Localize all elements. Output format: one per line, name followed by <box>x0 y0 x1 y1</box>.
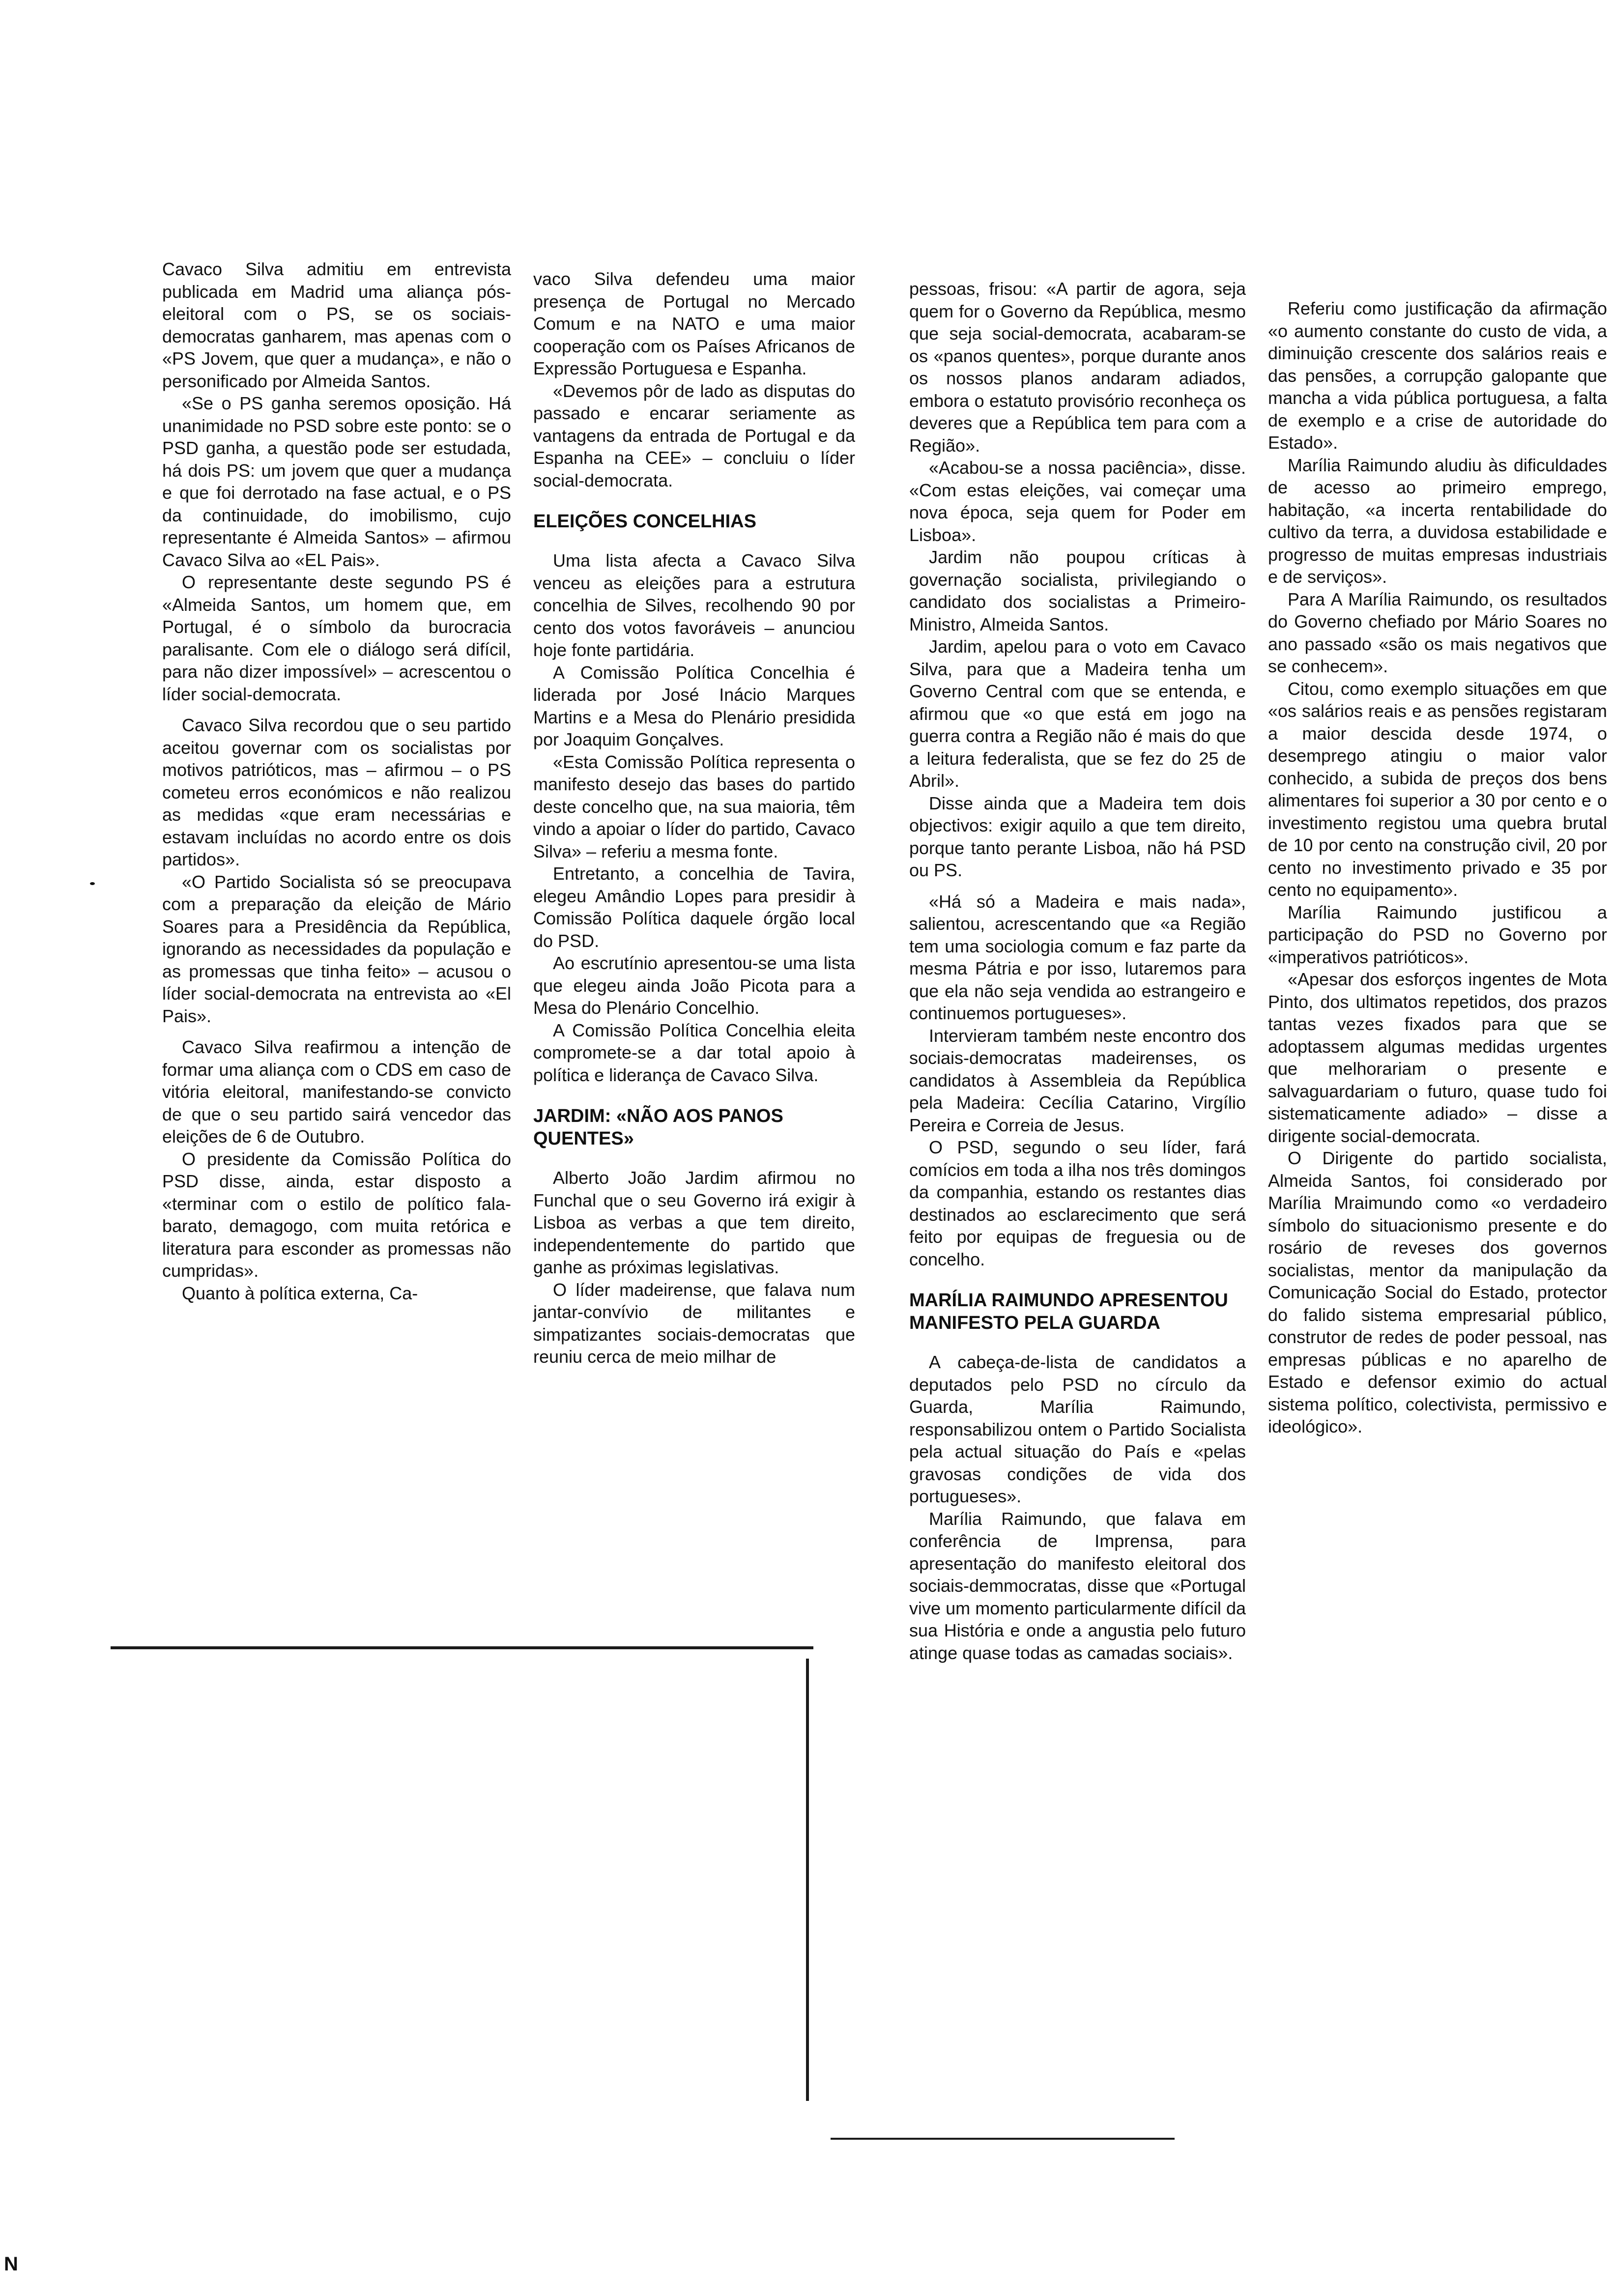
paragraph: Cavaco Silva recordou que o seu partido aceitou governar com os socialistas por motivos patrióticos, mas – afirmou – o PS cometeu erros económicos e não realizou as medidas «que eram necessárias e estavam incluídas no acordo entre os dois partidos». <box>162 715 511 869</box>
paragraph: «Devemos pôr de lado as disputas do passado e encarar seriamente as vantagens da entrada de Portugal e da Espanha na CEE» – concluiu o líder social-democrata. <box>533 380 855 490</box>
paragraph: Cavaco Silva admitiu em entrevista publicada em Madrid uma aliança pós-eleitoral com o PS, se os sociais-democratas ganharem, mas apenas com o «PS Jovem, que quer a mudança», e não o personificado por Almeida Santos. <box>162 259 511 391</box>
paragraph: Marília Raimundo, que falava em conferência de Imprensa, para apresentação do manifesto eleitoral dos sociais-demmocratas, disse que «Portugal vive um momento particularmente difícil da sua História e onde a angustia pelo futuro atinge quase todas as camadas sociais». <box>909 1508 1246 1663</box>
paragraph: Uma lista afecta a Cavaco Silva venceu as eleições para a estrutura concelhia de Silves, recolhendo 90 por cento dos votos favoráveis – anunciou hoje fonte partidária. <box>533 550 855 660</box>
horizontal-rule-short <box>831 2138 1175 2140</box>
paragraph: vaco Silva defendeu uma maior presença de Portugal no Mercado Comum e na NATO e uma maior cooperação com os Países Africanos de Expressão Portuguesa e Espanha. <box>533 269 855 378</box>
paragraph: Cavaco Silva reafirmou a intenção de formar uma aliança com o CDS em caso de vitória eleitoral, manifestando-se convicto de que o seu partido sairá vencedor das eleições de 6 de Outubro. <box>162 1037 511 1147</box>
paragraph: Intervieram também neste encontro dos sociais-democratas madeirenses, os candidatos à Assembleia da República pela Madeira: Cecília Catarino, Virgílio Pereira e Correia de Jesus. <box>909 1025 1246 1135</box>
section-heading-eleicoes: ELEIÇÕES CONCELHIAS <box>533 511 756 532</box>
article-column-1 <box>162 258 511 1304</box>
paragraph: «Há só a Madeira e mais nada», salientou, acrescentando que «a Região tem uma sociologia comum e faz parte da mesma Pátria e por isso, lutaremos para que ela não seja vendida ao estrangeiro e continuemos portugueses». <box>909 891 1246 1023</box>
paragraph: O líder madeirense, que falava num jantar-convívio de militantes e simpatizantes sociais-democratas que reuniu cerca de meio milhar de <box>533 1279 855 1367</box>
paragraph: Quanto à política externa, Ca- <box>182 1283 418 1303</box>
paragraph: Marília Raimundo justificou a participação do PSD no Governo por «imperativos patrióticos». <box>1268 902 1607 967</box>
paragraph: «Acabou-se a nossa paciência», disse. «Com estas eleições, vai começar uma nova época, seja quem for Poder em Lisboa». <box>909 458 1246 545</box>
corner-mark: N <box>4 2253 18 2275</box>
paragraph: A Comissão Política Concelhia eleita compromete-se a dar total apoio à política e liderança de Cavaco Silva. <box>533 1020 855 1085</box>
horizontal-rule <box>111 1646 813 1649</box>
paragraph: «Apesar dos esforços ingentes de Mota Pinto, dos ultimatos repetidos, dos prazos tantas vezes fixados para que se adoptassem algumas medidas urgentes que melhorariam o presente e salvaguardariam o futuro, quase tudo foi sistematicamente adiado» – disse a dirigente social-democrata. <box>1268 969 1607 1146</box>
paragraph: Ao escrutínio apresentou-se uma lista que elegeu ainda João Picota para a Mesa do Plenário Concelhio. <box>533 953 855 1018</box>
paragraph: O presidente da Comissão Política do PSD disse, ainda, estar disposto a «terminar com o estilo de político fala-barato, demagogo, com muita retórica e literatura para esconder as promessas não cumpridas». <box>162 1148 511 1281</box>
paragraph: O PSD, segundo o seu líder, fará comícios em toda a ilha nos três domingos da companhia, estando os restantes dias destinados ao esclarecimento que será feito por equipas de freguesia ou de concelho. <box>909 1137 1246 1269</box>
paragraph: A cabeça-de-lista de candidatos a deputados pelo PSD no círculo da Guarda, Marília Raimundo, responsabilizou ontem o Partido Socialista pela actual situação do País e «pelas gravosas condições de vida dos portugueses». <box>909 1352 1246 1506</box>
paragraph: Jardim, apelou para o voto em Cavaco Silva, para que a Madeira tenha um Governo Central com que se entenda, e afirmou que «o que está em jogo na guerra contra a Região não é mais do que a leitura federalista, que se fez do 25 de Abril». <box>909 636 1246 791</box>
paragraph: Jardim não poupou críticas à governação socialista, privilegiando o candidato dos socialistas a Primeiro-Ministro, Almeida Santos. <box>909 547 1246 634</box>
article-column-3 <box>909 278 1246 1664</box>
paragraph: Marília Raimundo aludiu às dificuldades de acesso ao primeiro emprego, habitação, «a incerta rentabilidade do cultivo da terra, a duvidosa estabilidade e progresso de muitas empresas industriais e de serviços». <box>1268 455 1607 587</box>
paragraph: «Esta Comissão Política representa o manifesto desejo das bases do partido deste concelho que, na sua maioria, têm vindo a apoiar o líder do partido, Cavaco Silva» – referiu a mesma fonte. <box>533 751 855 861</box>
paragraph: Para A Marília Raimundo, os resultados do Governo chefiado por Mário Soares no ano passado «são os mais negativos que se conhecem». <box>1268 589 1607 676</box>
paragraph: O Dirigente do partido socialista, Almeida Santos, foi considerado por Marília Mraimundo como «o verdadeiro símbolo do situacionismo presente e do rosário de reveses dos governos socialistas, mentor da manipulação da Comunicação Social do Estado, protector do falido sistema empresarial público, construtor de redes de poder pessoal, nas empresas públicas e no aparelho de Estado e defensor eximio do actual sistema político, colectivista, permissivo e ideológico». <box>1268 1148 1607 1436</box>
paragraph: Entretanto, a concelhia de Tavira, elegeu Amândio Lopes para presidir à Comissão Política daquele órgão local do PSD. <box>533 863 855 951</box>
paragraph: pessoas, frisou: «A partir de agora, seja quem for o Governo da República, mesmo que seja social-democrata, acabaram-se os «panos quentes», porque durante anos os nossos planos andaram adiados, embora o estatuto provisório reconheça os deveres que a República tem para com a Região». <box>909 279 1246 456</box>
paragraph: Disse ainda que a Madeira tem dois objectivos: exigir aquilo a que tem direito, porque tanto perante Lisboa, não há PSD ou PS. <box>909 793 1246 880</box>
section-heading-marilia: MARÍLIA RAIMUNDO APRESENTOU MANIFESTO PELA GUARDA <box>909 1290 1228 1333</box>
paragraph: Alberto João Jardim afirmou no Funchal que o seu Governo irá exigir à Lisboa as verbas a que tem direito, independentemente do partido que ganhe as próximas legislativas. <box>533 1168 855 1277</box>
article-column-4 <box>1268 297 1607 1438</box>
paragraph: A Comissão Política Concelhia é liderada por José Inácio Marques Martins e a Mesa do Plenário presidida por Joaquim Gonçalves. <box>533 662 855 749</box>
section-heading-jardim: JARDIM: «NÃO AOS PANOS QUENTES» <box>533 1106 783 1149</box>
paragraph: Referiu como justificação da afirmação «o aumento constante do custo de vida, a diminuição crescente dos salários reais e das pensões, a corrupção galopante que mancha a vida pública portuguesa, a falta de exemplo e a crise de autoridade do Estado». <box>1268 298 1607 453</box>
vertical-rule <box>806 1659 809 2101</box>
paragraph: O representante deste segundo PS é «Almeida Santos, um homem que, em Portugal, é o símbolo da burocracia paralisante. Com ele o diálogo será difícil, para não dizer impossível» – acrescentou o líder social-democrata. <box>162 572 511 704</box>
paragraph: Citou, como exemplo situações em que «os salários reais e as pensões registaram a maior descida desde 1974, o desemprego atingiu o maior valor conhecido, a subida de preços dos bens alimentares foi superior a 30 por cento e o investimento registou uma quebra brutal de 10 por cento na construção civil, 20 por cento no investimento privado e 35 por cento no equipamento». <box>1268 678 1607 900</box>
article-column-2 <box>533 268 855 1368</box>
paragraph: «O Partido Socialista só se preocupava com a preparação da eleição de Mário Soares para a Presidência da República, ignorando as necessidades da população e as promessas que tinha feito» – acusou o líder social-democrata na entrevista ao «El Pais». <box>162 871 511 1026</box>
paragraph: «Se o PS ganha seremos oposição. Há unanimidade no PSD sobre este ponto: se o PSD ganha, a questão pode ser estudada, há dois PS: um jovem que quer a mudança e que foi derrotado na fase actual, e o PS da continuidade, do imobilismo, cujo representante é Almeida Santos» – afirmou Cavaco Silva ao «EL Pais». <box>162 393 511 570</box>
margin-mark <box>90 882 95 885</box>
